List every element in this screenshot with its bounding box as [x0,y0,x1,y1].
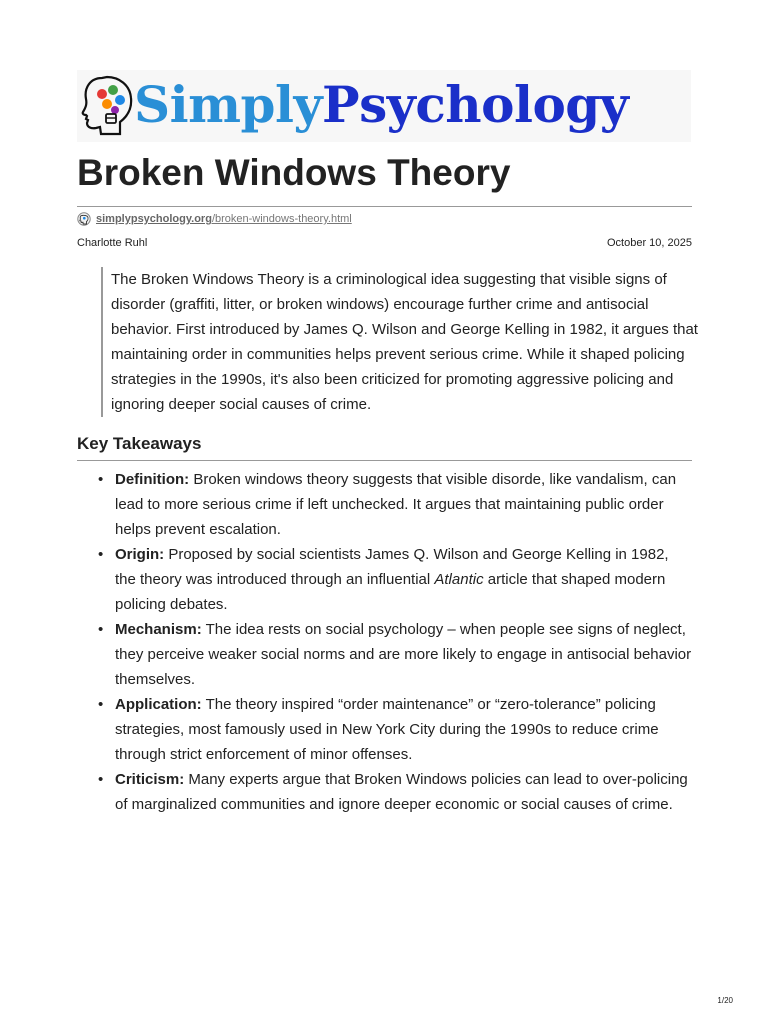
takeaway-text: Broken windows theory suggests that visible disorde, like vandalism, can lead to more serious crime if left unchecked. It argues that maintaining public order helps prevent escalation. [115,471,677,538]
takeaway-criticism [97,767,693,817]
takeaway-label: Application: [115,696,202,713]
takeaway-text: The idea rests on social psychology – when people see signs of neglect, they perceive weaker social norms and are more likely to engage in antisocial behavior themselves. [115,621,692,688]
key-takeaways-list [97,467,693,817]
key-takeaways-heading: Key Takeaways [77,434,202,453]
takeaway-origin [97,542,693,617]
source-url-domain[interactable]: simplypsychology.org [96,213,212,225]
bullet-icon: • [98,546,104,563]
takeaway-definition [97,467,693,542]
takeaway-mechanism [97,617,693,692]
logo-simply-text: Simply [134,75,323,134]
source-url-path[interactable]: /broken-windows-theory.html [211,213,352,225]
intro-blockquote: The Broken Windows Theory is a criminological idea suggesting that visible signs of disorder (graffiti, litter, or broken windows) encourage further crime and antisocial behavior. First introduced by James Q. Wilson and George Kelling in 1982, it argues that maintaining order in communities helps prevent serious crime. While it shaped policing strategies in the 1990s, it's also been criticized for promoting aggressive policing and ignoring deeper social causes of crime. [101,267,701,417]
takeaway-label: Criticism: [115,771,185,788]
bullet-icon: • [98,771,104,788]
source-url[interactable] [77,211,352,227]
takeaway-application [97,692,693,767]
author-name: Charlotte Ruhl [77,237,148,249]
takeaway-label: Definition: [115,471,190,488]
title-divider [77,206,692,207]
takeaway-emphasis: Atlantic [434,571,484,588]
bullet-icon: • [98,696,104,713]
takeaway-text-after: article that shaped modern policing debates. [115,571,666,613]
takeaway-text: Many experts argue that Broken Windows policies can lead to over-policing of marginalized communities and ignore deeper economic or social causes of crime. [115,771,688,813]
takeaway-text: Proposed by social scientists James Q. Wilson and George Kelling in 1982, the theory was introduced through an influential [115,546,669,588]
takeaway-text: The theory inspired “order maintenance” or “zero-tolerance” policing strategies, most famously used in New York City during the 1990s to reduce crime through strict enforcement of minor offenses. [115,696,659,763]
bullet-icon: • [98,471,104,488]
logo-wordmark [134,70,628,140]
takeaway-label: Mechanism: [115,621,202,638]
brain-head-icon [80,72,134,136]
logo-psychology-text: Psychology [322,75,629,134]
section-divider [77,460,692,461]
page-number: 1/20 [717,996,733,1005]
site-logo [77,70,691,142]
takeaway-label: Origin: [115,546,165,563]
simplypsychology-favicon-icon [77,212,91,226]
bullet-icon: • [98,621,104,638]
page-title: Broken Windows Theory [77,152,511,193]
publish-date: October 10, 2025 [606,237,692,249]
